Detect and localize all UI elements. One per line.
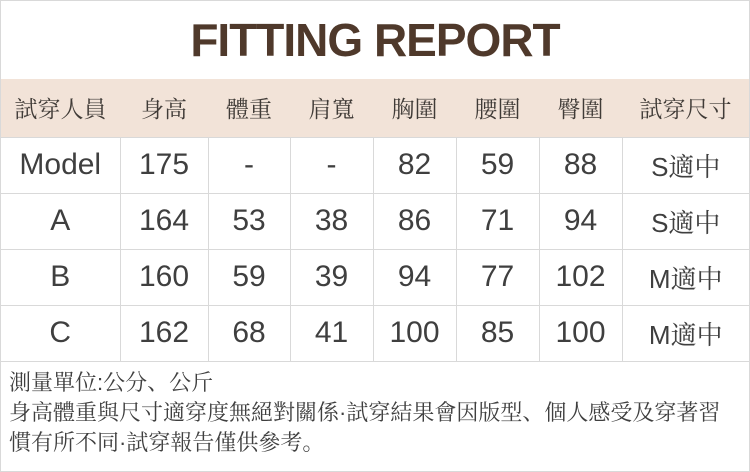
measurement-unit-note: 測量單位:公分、公斤 — [9, 369, 214, 395]
page-title: FITTING REPORT — [190, 14, 560, 66]
table-cell-size: M適中 — [622, 305, 749, 361]
column-header-shoulder: 肩寬 — [290, 79, 373, 137]
column-header-size: 試穿尺寸 — [622, 79, 749, 137]
table-row — [1, 137, 749, 193]
table-cell: 39 — [290, 249, 373, 305]
table-cell: 88 — [539, 137, 622, 193]
table-cell: 162 — [120, 305, 208, 361]
table-cell: 41 — [290, 305, 373, 361]
table-cell: 164 — [120, 193, 208, 249]
table-row — [1, 249, 749, 305]
row-label: Model — [1, 137, 120, 193]
table-cell: 77 — [456, 249, 539, 305]
table-cell: 102 — [539, 249, 622, 305]
column-header-height: 身高 — [120, 79, 208, 137]
column-header-chest: 胸圍 — [373, 79, 456, 137]
notes-section — [1, 362, 749, 458]
table-cell: 85 — [456, 305, 539, 361]
table-cell: 59 — [456, 137, 539, 193]
table-cell-size: S適中 — [622, 137, 749, 193]
table-cell: 71 — [456, 193, 539, 249]
table-cell: 160 — [120, 249, 208, 305]
table-cell-size: S適中 — [622, 193, 749, 249]
column-header-weight: 體重 — [208, 79, 290, 137]
table-cell: - — [208, 137, 290, 193]
row-label: A — [1, 193, 120, 249]
disclaimer-note: 身高體重與尺寸適穿度無絕對關係·試穿結果會因版型、個人感受及穿著習慣有所不同·試穿報告僅供參考。 — [9, 399, 721, 455]
row-label: B — [1, 249, 120, 305]
column-header-hip: 臀圍 — [539, 79, 622, 137]
table-cell: 86 — [373, 193, 456, 249]
table-cell: 68 — [208, 305, 290, 361]
table-cell: - — [290, 137, 373, 193]
table-header-row — [1, 79, 749, 137]
table-cell: 175 — [120, 137, 208, 193]
column-header-person: 試穿人員 — [1, 79, 120, 137]
table-cell: 94 — [373, 249, 456, 305]
table-cell: 38 — [290, 193, 373, 249]
table-cell-size: M適中 — [622, 249, 749, 305]
table-cell: 94 — [539, 193, 622, 249]
fitting-table — [1, 79, 749, 362]
table-row — [1, 193, 749, 249]
table-row — [1, 305, 749, 361]
table-cell: 59 — [208, 249, 290, 305]
table-cell: 100 — [373, 305, 456, 361]
table-cell: 82 — [373, 137, 456, 193]
row-label: C — [1, 305, 120, 361]
column-header-waist: 腰圍 — [456, 79, 539, 137]
table-cell: 100 — [539, 305, 622, 361]
table-cell: 53 — [208, 193, 290, 249]
